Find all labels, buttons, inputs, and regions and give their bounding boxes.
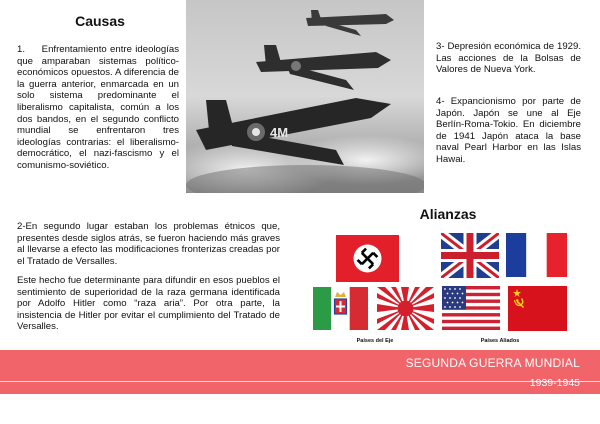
cause-1-text: 1. Enfrentamiento entre ideologías que amparaban sistemas político-económicos opuestos. A diferencia de la guerra anterior, enmarcada en un solo sistema predominante el liberalismo capitalista, común a los dos bandos, en el segundo conflicto mundial se enfrentaron tres ideologías contrarias: el liberalismo-democrático, el nazi-fascismo y el comunismo-soviético. bbox=[17, 44, 179, 171]
italy-flag bbox=[313, 287, 368, 330]
france-flag bbox=[506, 233, 567, 277]
nazi-germany-flag bbox=[336, 235, 399, 282]
ussr-flag bbox=[508, 286, 567, 331]
usa-flag bbox=[442, 286, 500, 330]
warplanes-photo bbox=[186, 0, 424, 193]
causas-title: Causas bbox=[75, 13, 125, 29]
cause-3-text: 3- Depresión económica de 1929. Las acciones de la Bolsas de Valores de Nueva York. bbox=[436, 41, 581, 76]
japan-rising-sun-flag bbox=[377, 287, 434, 330]
cause-2-text: 2-En segundo lugar estaban los problemas étnicos que, presentes desde siglos atrás, se fueron haciendo más graves al llevarse a efecto las modificaciones fronterizas creadas por el Tratado de Versalles. bbox=[17, 221, 280, 267]
banner-title: SEGUNDA GUERRA MUNDIAL bbox=[405, 356, 580, 370]
allied-countries-caption: Países Aliados bbox=[480, 338, 520, 344]
alianzas-title: Alianzas bbox=[419, 206, 477, 222]
axis-countries-caption: Países del Eje bbox=[356, 338, 394, 344]
uk-flag bbox=[441, 233, 499, 278]
plane-code-label: 4M bbox=[270, 125, 289, 140]
cause-2b-text: Este hecho fue determinante para difundir en esos pueblos el sentimiento de superioridad de la raza germana identificada por Adolfo Hitler como “raza aria”. Por otra parte, la insistencia de Hitler por evitar el cumplimiento del Tratado de Versalles. bbox=[17, 275, 280, 333]
cause-4-text: 4- Expancionismo por parte de Japón. Japón se une al Eje Berlín-Roma-Tokio. En diciembre de 1941 Japón ataca la base naval Pearl Harbor en las Islas Hawai. bbox=[436, 96, 581, 165]
banner-years: 1939-1945 bbox=[529, 377, 580, 389]
